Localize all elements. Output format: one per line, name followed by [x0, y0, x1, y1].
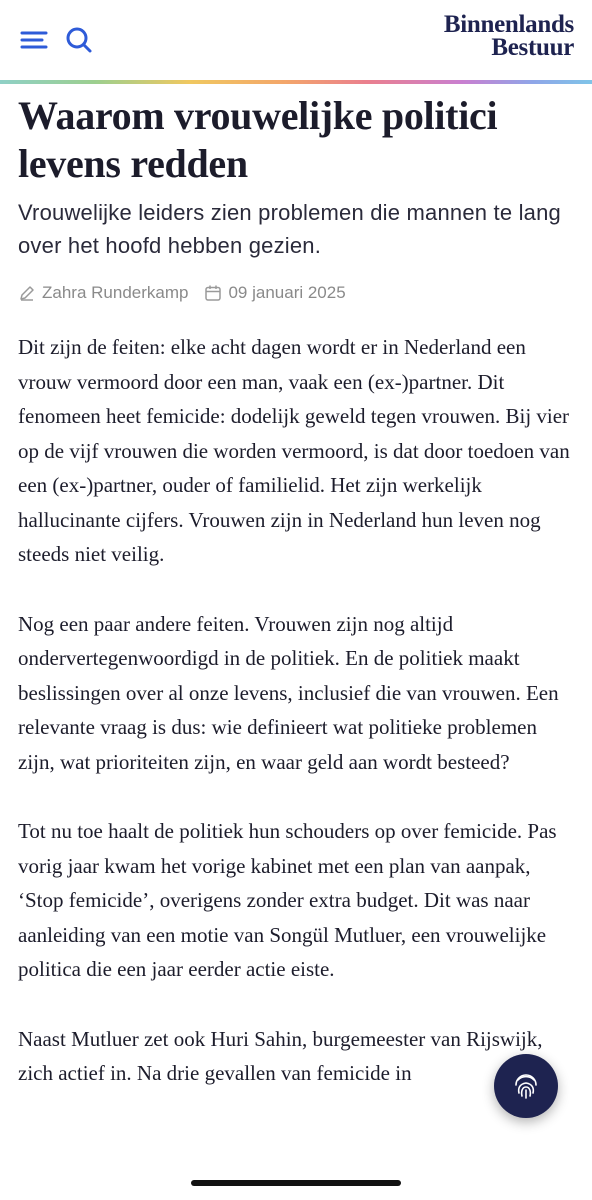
home-indicator[interactable] [191, 1180, 401, 1186]
article-paragraph: Dit zijn de feiten: elke acht dagen wordt er in Nederland een vrouw vermoord door een man, vaak een (ex-)partner. Dit fenomeen heet femicide: dodelijk geweld tegen vrouwen. Bij vier op de vijf vrouwen die worden vermoord, is dat door toedoen van een (ex-)partner, ouder of familielid. Het zijn werkelijk hallucinante cijfers. Vrouwen zijn in Nederland hun leven nog steeds niet veilig. [18, 335, 570, 566]
menu-button[interactable] [20, 26, 50, 54]
logo-line-1: Binnenlands [443, 11, 574, 38]
article-paragraph: Tot nu toe haalt de politiek hun schouders op over femicide. Pas vorig jaar kwam het vorige kabinet met een plan van aanpak, ‘Stop femicide’, overigens zonder extra budget. Dit was naar aanleiding van een motie van Songül Mutluer, een vrouwelijke politica die een jaar eerder actie eiste. [18, 819, 557, 981]
search-button[interactable] [64, 25, 94, 55]
article-paragraph: Naast Mutluer zet ook Huri Sahin, burgemeester van Rijswijk, zich actief in. Na drie gevallen van femicide in [18, 1026, 543, 1085]
menu-icon [20, 26, 50, 54]
article-subtitle: Vrouwelijke leiders zien problemen die mannen te lang over het hoofd hebben gezien. [18, 200, 561, 258]
article-title: Waarom vrouwelijke politici levens redden [18, 93, 498, 186]
article-date: 09 januari 2025 [228, 283, 346, 302]
article-author[interactable]: Zahra Runderkamp [42, 283, 189, 302]
app-header [0, 0, 592, 80]
article-meta [18, 281, 346, 305]
article-body [18, 330, 578, 1126]
site-logo[interactable] [444, 13, 574, 59]
pencil-icon [18, 284, 36, 302]
logo-line-2: Bestuur [491, 34, 574, 61]
search-icon [64, 25, 94, 55]
fingerprint-icon [511, 1071, 541, 1101]
article-paragraph: Nog een paar andere feiten. Vrouwen zijn nog altijd ondervertegenwoordigd in de politiek. En de politiek maakt beslissingen over al onze levens, inclusief die van vrouwen. Een relevante vraag is dus: wie definieert wat politieke problemen zijn, wat prioriteiten zijn, en waar geld aan wordt besteed? [18, 611, 559, 774]
header-color-bar [0, 80, 592, 84]
fingerprint-button[interactable] [494, 1054, 558, 1118]
calendar-icon [204, 284, 222, 302]
